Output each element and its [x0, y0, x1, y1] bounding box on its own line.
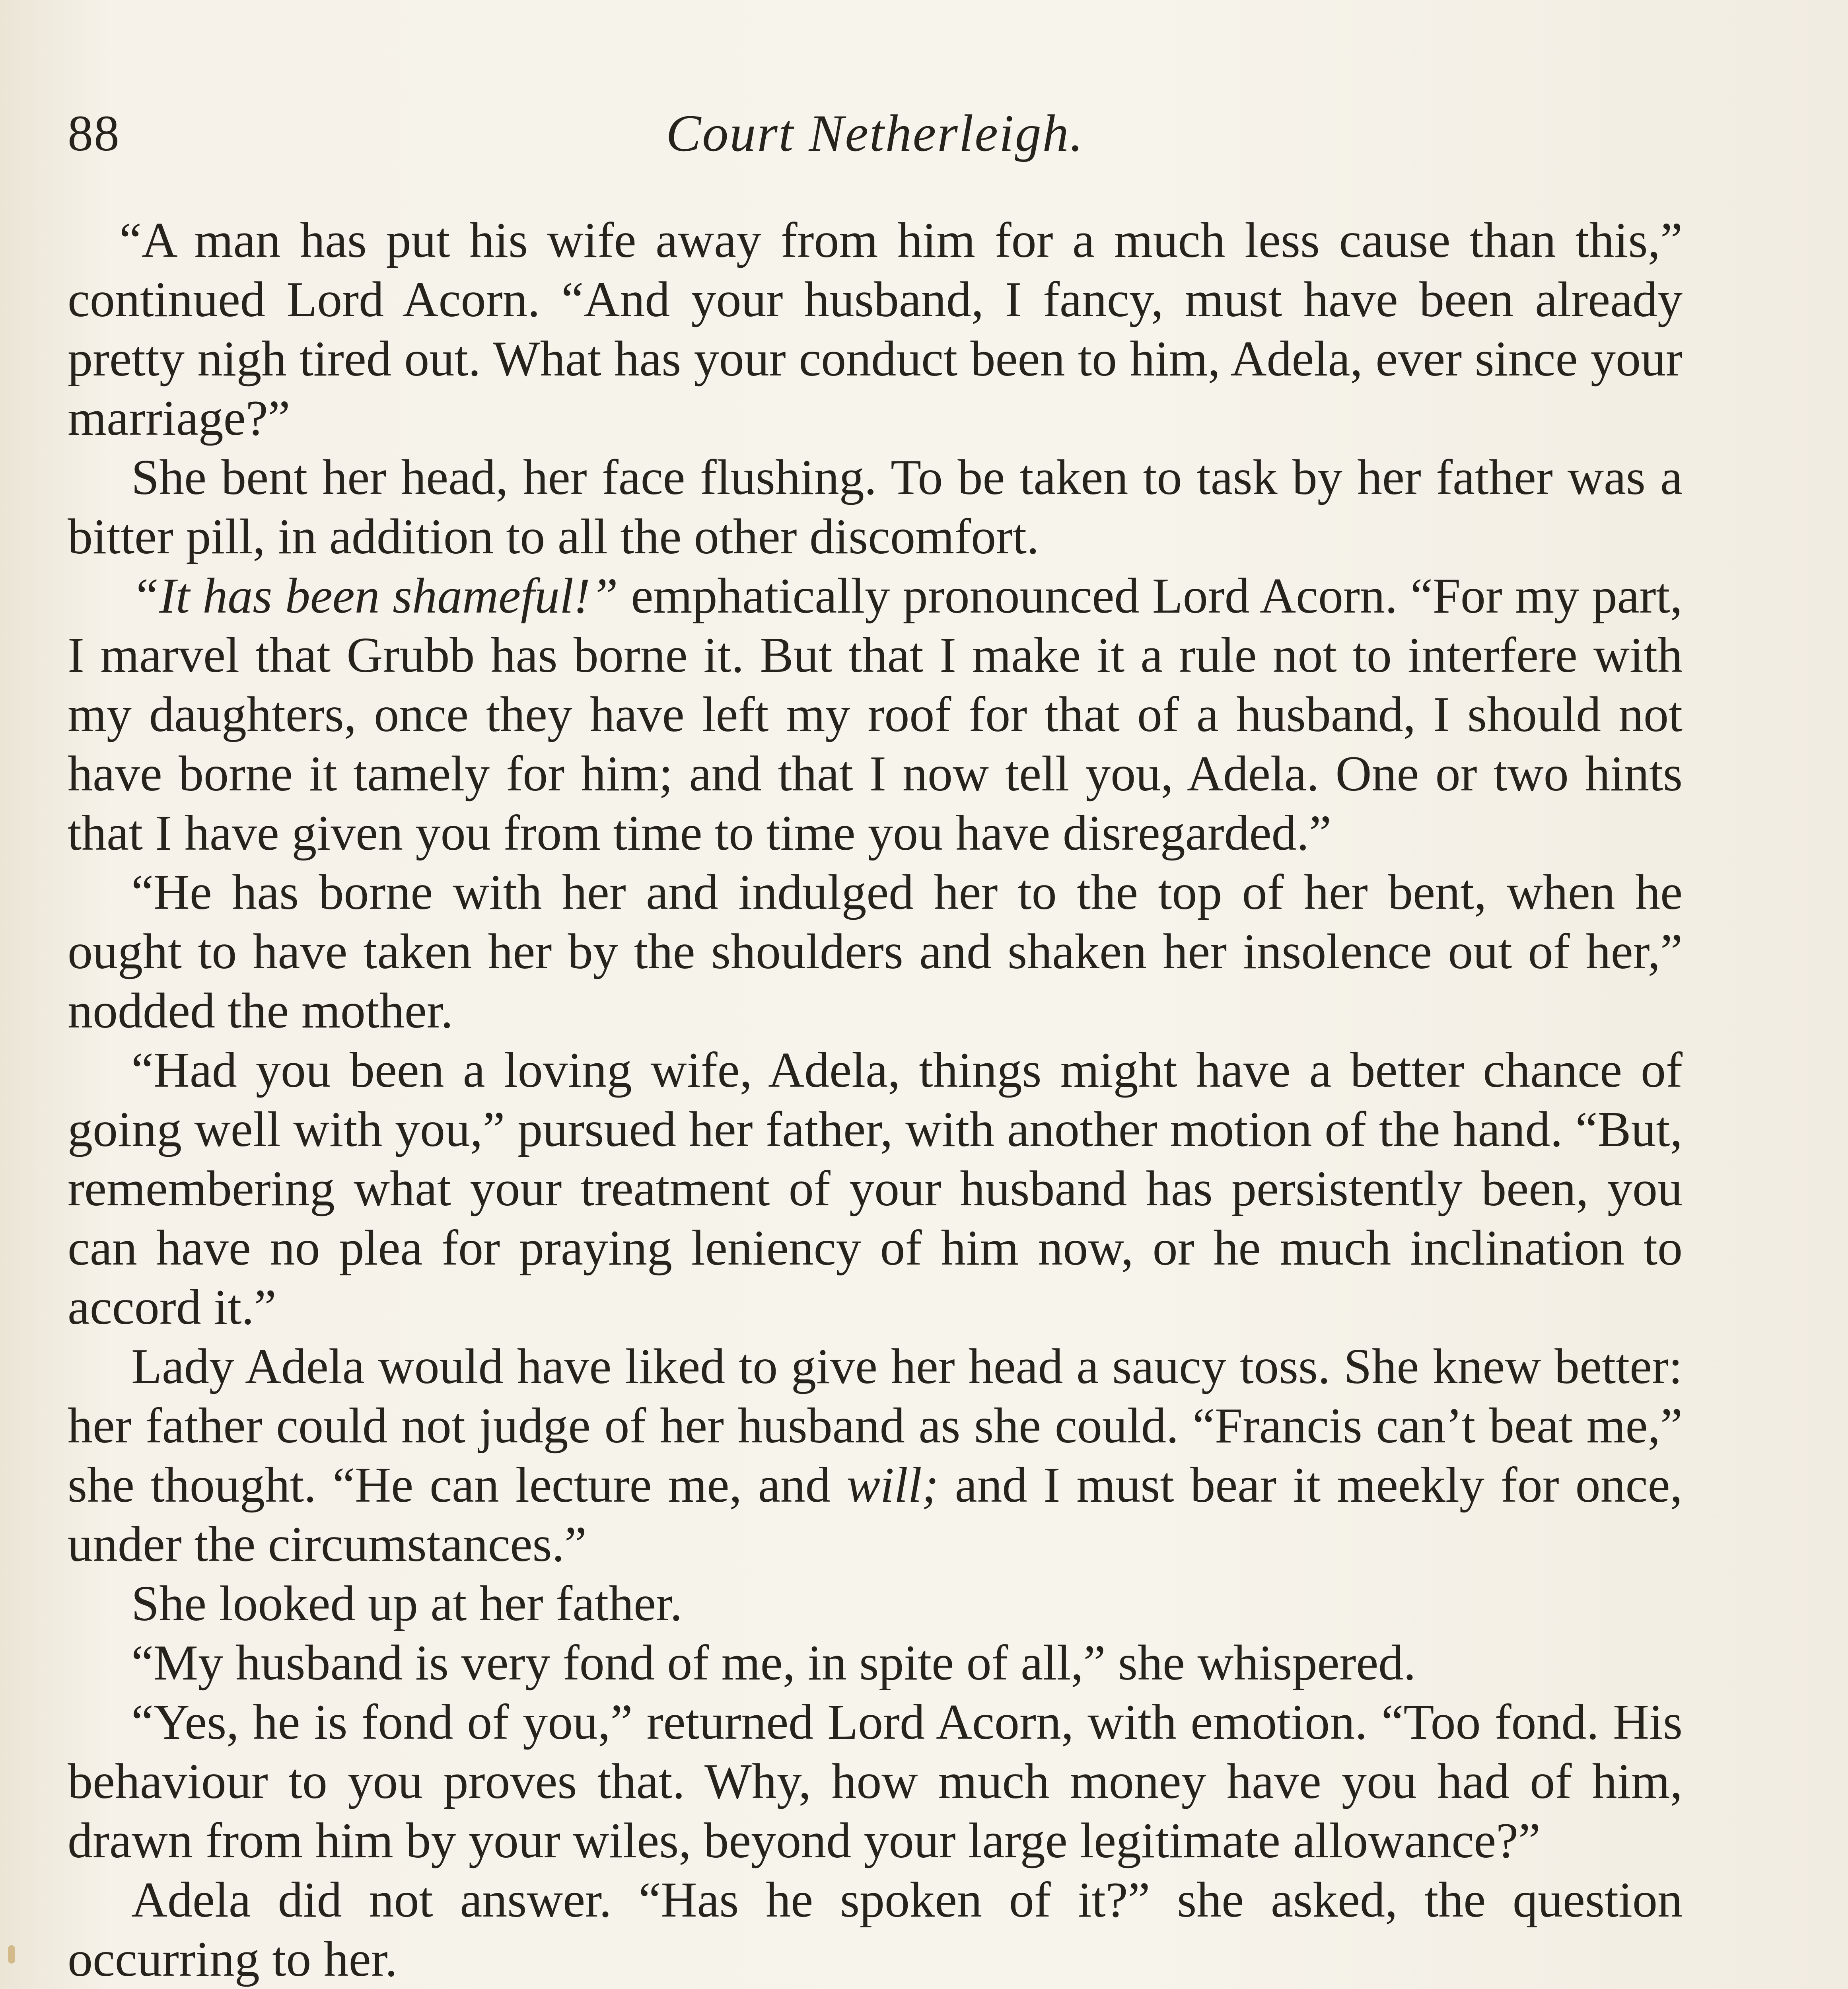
italic-will: will;	[846, 1458, 939, 1513]
page-header	[68, 99, 1683, 167]
paragraph-9: “Yes, he is fond of you,” returned Lord Acorn, with emotion. “Too fond. His behaviour to you proves that. Why, how much money have you had of him, drawn from him by your wiles, beyond your large legitimate allowance?”	[68, 1695, 1683, 1868]
paragraph-8: “My husband is very fond of me, in spite of all,” she whispered.	[131, 1635, 1416, 1691]
margin-stain	[8, 1945, 15, 1964]
paragraph-5: “Had you been a loving wife, Adela, things might have a better chance of going well with you,” pursued her father, with another motion of the hand. “But, remembering what your treatment of your husband has persistently been, you can have no plea for praying leniency of him now, or he much inclination to accord it.”	[68, 1043, 1683, 1335]
page-number: 88	[68, 105, 120, 162]
paragraph-7: She looked up at her father.	[131, 1576, 683, 1631]
paragraph-4: “He has borne with her and indulged her to the top of her bent, when he ought to have taken her by the shoulders and shaken her insolence out of her,” nodded the mother.	[68, 865, 1683, 1039]
paragraph-2: She bent her head, her face flushing. To be taken to task by her father was a bitter pill, in addition to all the other discomfort.	[68, 450, 1683, 564]
italic-exclamation: “It has been shameful!”	[131, 568, 619, 624]
body-text	[68, 211, 1683, 1989]
paragraph-3: “It has been shameful!” emphatically pronounced Lord Acorn. “For my part, I marvel that Grubb has borne it. But that I make it a rule not to interfere with my daughters, once they have left my roof for that of a husband, I should not have borne it tamely for him; and that I now tell you, Adela. One or two hints that I have given you from time to time you have disregarded.”	[68, 568, 1683, 861]
running-title: Court Netherleigh.	[666, 104, 1084, 162]
paragraph-6: Lady Adela would have liked to give her head a saucy toss. She knew better: her father could not judge of her husband as she could. “Francis can’t beat me,” she thought. “He can lecture me, and will; and I must bear it meekly for once, under the circumstances.”	[68, 1339, 1683, 1572]
paragraph-1: “A man has put his wife away from him for a much less cause than this,” continued Lord Acorn. “And your husband, I fancy, must have been already pretty nigh tired out. What has your conduct been to him, Adela, ever since your marriage?”	[68, 213, 1683, 446]
paragraph-10: Adela did not answer. “Has he spoken of it?” she asked, the question occurring to her.	[68, 1872, 1683, 1987]
